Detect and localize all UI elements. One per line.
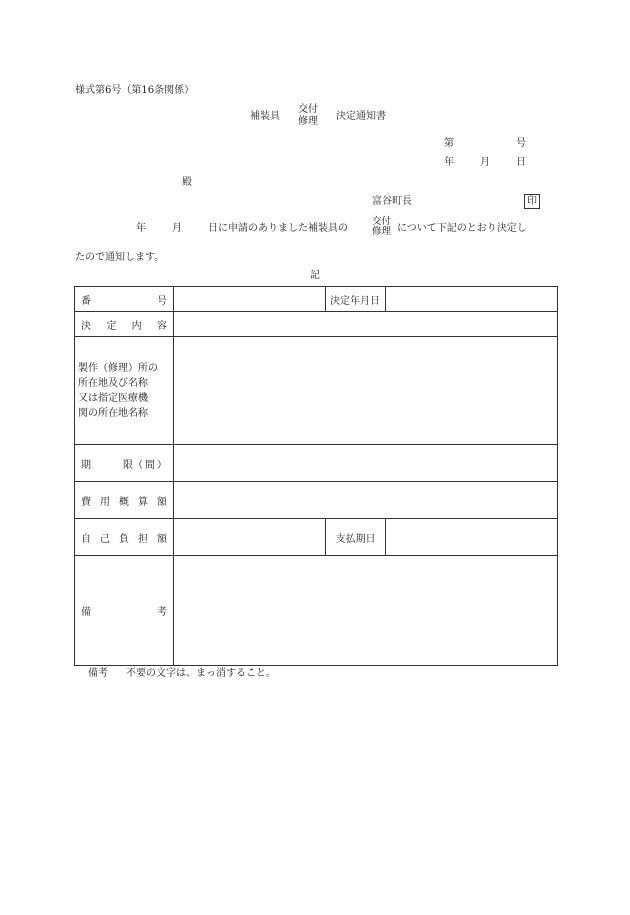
- body-option-delivery: 交付: [372, 216, 392, 227]
- self-pay-label-cell: [75, 519, 174, 556]
- self-pay-label: 自 己 負 担 額: [81, 533, 167, 545]
- cost-label-cell: [75, 482, 174, 519]
- period-label: 期 限（ 間 ）: [81, 459, 167, 471]
- remarks-label: 備 考: [81, 607, 167, 618]
- decision-content-label-cell: [75, 312, 174, 337]
- maker-label-line-3: 又は指定医療機: [78, 392, 148, 404]
- decision-table: [74, 286, 558, 666]
- body-option-repair: 修理: [372, 225, 392, 237]
- date-month: 月: [480, 157, 490, 168]
- body-text-part2: について下記のとおり決定し: [397, 223, 527, 234]
- title-prefix: 補装具: [250, 111, 280, 122]
- decision-date-label: 決定年月日: [330, 295, 380, 307]
- decision-date-value-cell[interactable]: [386, 287, 558, 312]
- addressee-suffix: 殿: [182, 177, 192, 188]
- ki-heading: 記: [310, 270, 320, 281]
- number-label-cell: [75, 287, 174, 312]
- maker-value-cell[interactable]: [174, 337, 558, 445]
- decision-content-value-cell[interactable]: [174, 312, 558, 337]
- self-pay-value-cell[interactable]: [174, 519, 326, 556]
- remarks-label-cell: [75, 556, 174, 666]
- maker-label-line-4: 関の所在地名称: [78, 407, 148, 419]
- title-option-repair: 修理: [298, 115, 318, 127]
- body-option-stack: [372, 217, 391, 237]
- issuer-name: 富谷町長: [372, 196, 412, 207]
- decision-content-label: 決 定 内 容: [81, 320, 167, 332]
- maker-label-line-2: 所在地及び名称: [78, 377, 148, 389]
- maker-label-cell: [75, 337, 174, 445]
- cost-value-cell[interactable]: [174, 482, 558, 519]
- title-option-delivery: 交付: [298, 104, 318, 115]
- form-number: 様式第6号（第16条関係）: [75, 85, 195, 96]
- number-label: 番 号: [81, 295, 167, 307]
- footnote-text: 不要の文字は、まっ消すること。: [126, 668, 276, 679]
- title-option-stack: [298, 104, 318, 127]
- maker-label-line-1: 製作（修理）所の: [78, 362, 158, 374]
- payment-due-label-cell: [326, 519, 386, 556]
- decision-date-label-cell: [326, 287, 386, 312]
- body-text-line2: たので通知します。: [75, 252, 165, 263]
- date-day: 日: [516, 157, 526, 168]
- remarks-value-cell[interactable]: [174, 556, 558, 666]
- payment-due-label: 支払期日: [335, 533, 376, 545]
- body-month: 月: [172, 223, 182, 234]
- date-year: 年: [444, 157, 454, 168]
- period-value-cell[interactable]: [174, 445, 558, 482]
- body-year: 年: [136, 223, 146, 234]
- number-value-cell[interactable]: [174, 287, 326, 312]
- doc-number-prefix: 第: [444, 138, 454, 149]
- title-suffix: 決定通知書: [336, 111, 386, 122]
- payment-due-value-cell[interactable]: [386, 519, 558, 556]
- seal-mark: 印: [524, 194, 540, 209]
- cost-label: 費 用 概 算 額: [81, 496, 167, 508]
- body-text-part1: 日に申請のありました補装具の: [208, 223, 348, 234]
- footnote-label: 備考: [88, 668, 108, 679]
- period-label-cell: [75, 445, 174, 482]
- doc-number-suffix: 号: [516, 138, 526, 149]
